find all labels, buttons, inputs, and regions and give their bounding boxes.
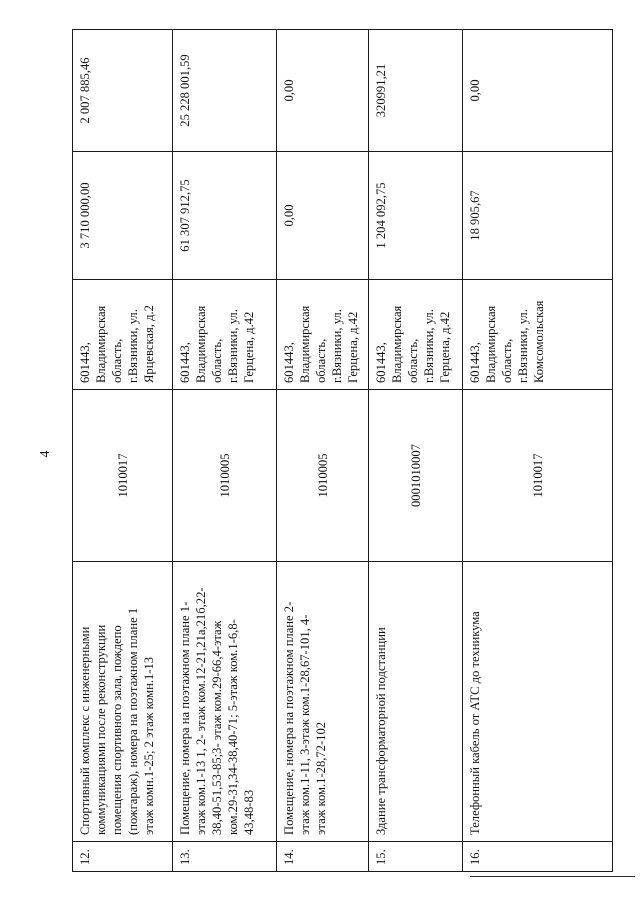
object-address-line: Герцена, д.42: [242, 311, 256, 383]
object-name: [173, 562, 277, 842]
object-address-line: г.Вязники, ул.: [330, 309, 344, 383]
property-table-wrapper: [72, 30, 612, 872]
object-code: 1010005: [277, 390, 369, 562]
table-row: [173, 30, 277, 872]
object-address-line: Герцена, д.42: [346, 311, 360, 383]
object-address-line: г.Вязники, ул.: [226, 309, 240, 383]
object-name-line: этаж ком.1-28,72-102: [314, 721, 328, 835]
value-b: 320991,21: [369, 30, 463, 152]
object-code: 1010017: [463, 390, 613, 562]
object-address: [277, 280, 369, 390]
object-code: 0001010007: [369, 390, 463, 562]
object-name-line: этаж ком.1-11, 3-этаж ком.1-28,67-101, 4-: [298, 614, 312, 835]
row-number: 15.: [369, 842, 463, 872]
object-address-line: г.Вязники, ул.: [422, 309, 436, 383]
object-address-line: Владимирская: [298, 305, 312, 383]
object-name-line: Спортивный комплекс с инженерными: [78, 626, 92, 835]
object-address-line: 601443,: [282, 342, 296, 383]
value-b: 2 007 885,46: [73, 30, 173, 152]
object-name-line: Помещение, номера на поэтажном плане 1-: [178, 601, 192, 835]
value-a: 3 710 000,00: [73, 152, 173, 280]
object-address-line: область,: [406, 338, 420, 383]
object-name: [277, 562, 369, 842]
value-a: 61 307 912,75: [173, 152, 277, 280]
object-address-line: Комсомольская: [532, 300, 546, 383]
object-name: [73, 562, 173, 842]
object-address: [73, 280, 173, 390]
object-name-line: (пожгараж), номера на поэтажном плане 1: [126, 607, 140, 835]
object-name: [369, 562, 463, 842]
value-a: 0,00: [277, 152, 369, 280]
object-address: [463, 280, 613, 390]
value-a: 1 204 092,75: [369, 152, 463, 280]
object-address-line: г.Вязники, ул.: [516, 309, 530, 383]
value-b: 0,00: [277, 30, 369, 152]
object-name-line: помещения спортивного зала, пождепо: [110, 625, 124, 835]
table-row: [277, 30, 369, 872]
object-name-line: Помещение, номера на поэтажном плане 2-: [282, 601, 296, 835]
object-address-line: Герцена, д.42: [438, 311, 452, 383]
object-address-line: Владимирская: [194, 305, 208, 383]
row-number: 13.: [173, 842, 277, 872]
value-a: 18 905,67: [463, 152, 613, 280]
object-address-line: 601443,: [468, 342, 482, 383]
object-name-line: 38,40-51,53-85;3- этаж ком.29-66,4-этаж: [210, 620, 224, 835]
object-address-line: Владимирская: [390, 305, 404, 383]
row-number: 14.: [277, 842, 369, 872]
object-name-line: ком.29-31,34-38,40-71; 5-этаж ком.1-6,8-: [226, 619, 240, 835]
object-name-line: Здание трансформаторной подстанции: [374, 627, 388, 835]
object-address: [369, 280, 463, 390]
object-address-line: 601443,: [78, 342, 92, 383]
table-row: [463, 30, 613, 872]
page-number: 4: [38, 450, 53, 458]
row-number: 16.: [463, 842, 613, 872]
object-address-line: Владимирская: [484, 305, 498, 383]
row-number: 12.: [73, 842, 173, 872]
value-b: 0,00: [463, 30, 613, 152]
object-address-line: Ярцевская, д.2: [142, 305, 156, 383]
value-b: 25 228 001,59: [173, 30, 277, 152]
object-name-line: этаж комн.1-25; 2 этаж комн.1-13: [142, 656, 156, 835]
object-address-line: 601443,: [374, 342, 388, 383]
object-address-line: Владимирская: [94, 305, 108, 383]
object-address-line: г.Вязники, ул.: [126, 309, 140, 383]
table-row: [369, 30, 463, 872]
object-code: 1010017: [73, 390, 173, 562]
table-body: [73, 30, 613, 872]
object-address-line: область,: [210, 338, 224, 383]
object-name-line: коммуникациями после реконструкции: [94, 624, 108, 835]
table-row: [73, 30, 173, 872]
object-name-line: Телефонный кабель от АТС до техникума: [468, 611, 482, 835]
object-address-line: 601443,: [178, 342, 192, 383]
object-address-line: область,: [500, 338, 514, 383]
property-table: [72, 29, 613, 872]
object-code: 1010005: [173, 390, 277, 562]
object-name: [463, 562, 613, 842]
bottom-rule: [470, 876, 635, 877]
object-address: [173, 280, 277, 390]
object-address-line: область,: [314, 338, 328, 383]
object-address-line: область,: [110, 338, 124, 383]
object-name-line: этаж ком.1-13 1, 2- этаж ком.12-21,21а,21б,22-: [194, 587, 208, 835]
object-name-line: 43,48-83: [242, 789, 256, 835]
